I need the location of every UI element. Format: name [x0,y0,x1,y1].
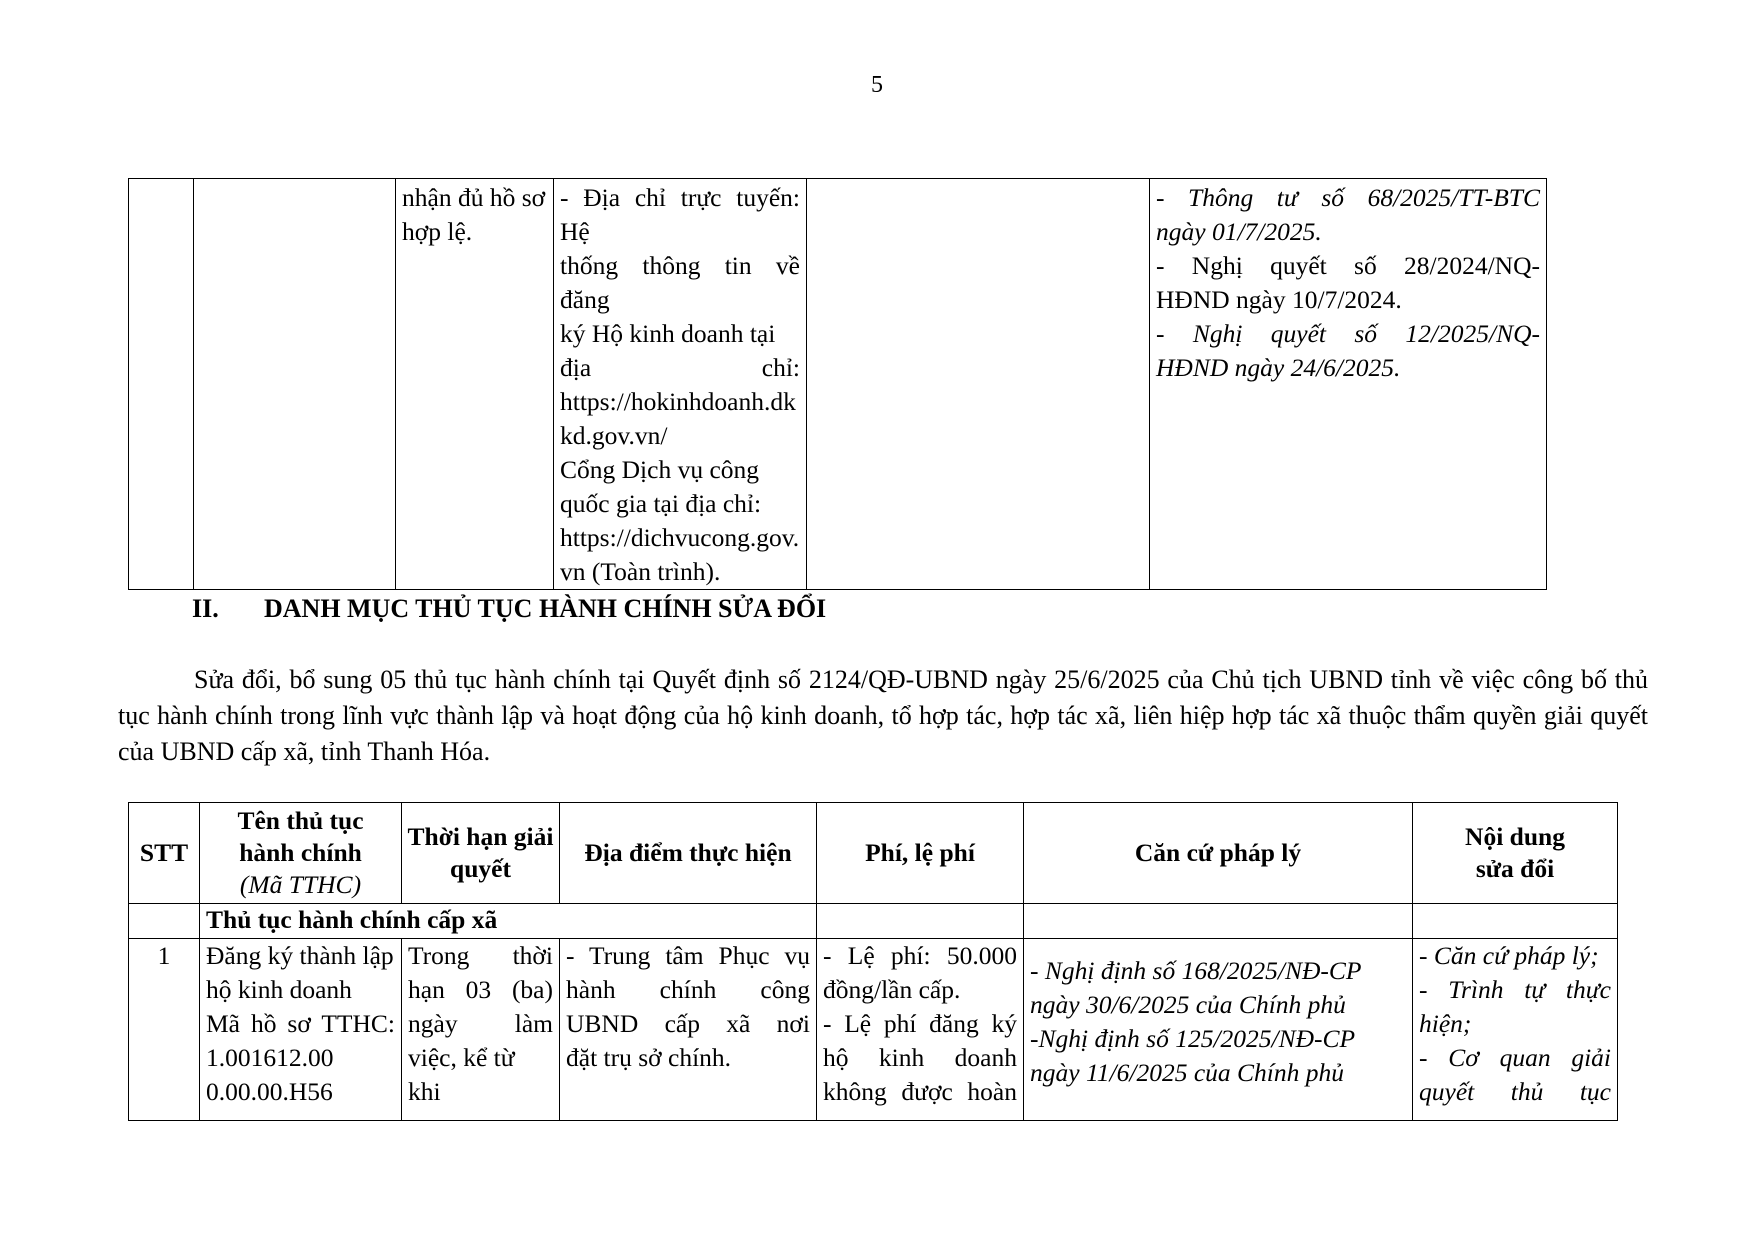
text-line: - Nghị định số 168/2025/NĐ-CP [1030,956,1362,985]
header-line: (Mã TTHC) [239,870,362,899]
text-line: Mã hồ sơ TTHC: [206,1009,395,1038]
category-row [129,904,1618,939]
header-line: Thời hạn giải [407,822,554,851]
text-line: ngày làm [408,1009,553,1038]
time-limit-cell [402,939,560,1121]
section-number: II. [192,594,219,623]
text-line: việc, kể từ khi [408,1043,515,1106]
text-line: hiện; [1419,1009,1472,1038]
category-empty-cell [817,904,1024,939]
text-line: hạn 03 (ba) [408,975,553,1004]
time-limit-cell [396,179,554,590]
section-paragraph: Sửa đổi, bổ sung 05 thủ tục hành chính tại Quyết định số 2124/QĐ-UBND ngày 25/6/2025 của Chủ tịch UBND tỉnh về việc công bố thủ tục hành chính trong lĩnh vực thành lập và hoạt động của hộ kinh doanh, tổ hợp tác, hợp tác xã, liên hiệp hợp tác xã thuộc thẩm quyền giải quyết của UBND cấp xã, tỉnh Thanh Hóa. [118,665,1648,766]
text-line: https://hokinhdoanh.dk [560,387,796,416]
table-row [129,179,1547,590]
continued-procedure-table [128,178,1547,590]
text-line: UBND cấp xã nơi [566,1009,810,1038]
header-time-limit [402,803,560,904]
stt-cell [129,179,194,590]
text-line: - Lệ phí đăng ký [823,1009,1017,1038]
text-line: 0.00.00.H56 [206,1077,333,1106]
text-line: vn (Toàn trình). [560,557,721,586]
header-fee: Phí, lệ phí [817,803,1024,904]
text-line: ký Hộ kinh doanh tại [560,319,776,348]
location-cell [560,939,817,1121]
amended-content-cell [1413,939,1618,1121]
text-line: ngày 01/7/2025. [1156,217,1322,246]
text-line: ngày 11/6/2025 của Chính phủ [1030,1058,1345,1087]
header-stt: STT [129,803,200,904]
header-line: Nội dung [1465,822,1565,851]
category-stt-cell [129,904,200,939]
amended-procedures-table [128,802,1618,1121]
text-line: đồng/lần cấp. [823,975,961,1004]
text-line: hộ kinh doanh [823,1043,1017,1072]
header-row [129,803,1618,904]
text-line: Trong thời [408,941,553,970]
header-location: Địa điểm thực hiện [560,803,817,904]
header-line: hành chính [239,838,362,867]
text-line: đặt trụ sở chính. [566,1043,732,1072]
text-line: 1.001612.00 [206,1043,334,1072]
header-line: Tên thủ tục [237,806,364,835]
text-line: HĐND ngày 24/6/2025. [1156,353,1401,382]
text-line: hợp lệ. [402,217,473,246]
section-title-text: DANH MỤC THỦ TỤC HÀNH CHÍNH SỬA ĐỔI [264,594,827,623]
procedure-name-cell [200,939,402,1121]
text-line: Đăng ký thành lập [206,941,394,970]
text-line: Cổng Dịch vụ công [560,455,760,484]
legal-basis-cell [1150,179,1547,590]
header-line: quyết [450,854,511,883]
text-line: hộ kinh doanh [206,975,352,1004]
text-line: thống thông tin về đăng [560,251,800,314]
header-procedure-name [200,803,402,904]
text-line: - Cơ quan giải [1419,1043,1611,1072]
category-empty-cell [1413,904,1618,939]
header-amended-content [1413,803,1618,904]
text-line: quyết thủ tục [1419,1077,1611,1106]
section-heading [192,594,826,624]
category-label: Thủ tục hành chính cấp xã [200,904,817,939]
text-line: ngày 30/6/2025 của Chính phủ [1030,990,1346,1019]
legal-basis-cell [1024,939,1413,1121]
text-line: - Nghị quyết số 12/2025/NQ- [1156,319,1540,348]
text-line: - Lệ phí: 50.000 [823,941,1017,970]
text-line: -Nghị định số 125/2025/NĐ-CP [1030,1024,1356,1053]
text-line: quốc gia tại địa chỉ: [560,489,762,518]
text-line: nhận đủ hồ sơ [402,183,546,212]
header-line: sửa đổi [1475,854,1555,883]
text-line: địa chỉ: [560,353,800,382]
text-line: - Trình tự thực [1419,975,1611,1004]
text-line: hành chính công [566,975,810,1004]
text-line: - Địa chỉ trực tuyến: Hệ [560,183,800,246]
stt-cell: 1 [129,939,200,1121]
text-line: https://dichvucong.gov. [560,523,800,552]
page-number: 5 [871,72,883,98]
text-line: HĐND ngày 10/7/2024. [1156,285,1402,314]
location-cell [554,179,807,590]
text-line: kd.gov.vn/ [560,421,668,450]
text-line: - Căn cứ pháp lý; [1419,941,1599,970]
fee-cell [807,179,1150,590]
text-line: không được hoàn [823,1077,1017,1106]
text-line: - Thông tư số 68/2025/TT-BTC [1156,183,1540,212]
table-row [129,939,1618,1121]
procedure-name-cell [194,179,396,590]
header-legal-basis: Căn cứ pháp lý [1024,803,1413,904]
text-line: - Nghị quyết số 28/2024/NQ- [1156,251,1540,280]
category-empty-cell [1024,904,1413,939]
text-line: - Trung tâm Phục vụ [566,941,810,970]
fee-cell [817,939,1024,1121]
